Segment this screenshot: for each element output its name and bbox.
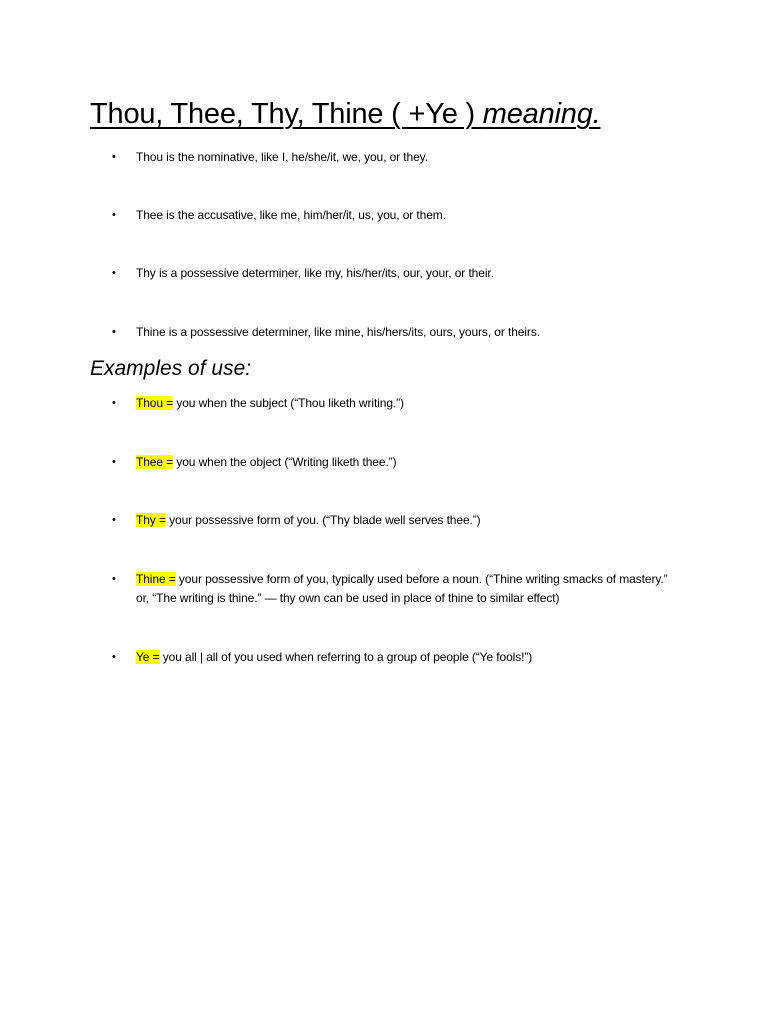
highlighted-term: Thine = <box>136 572 176 586</box>
title-main: Thou, Thee, Thy, Thine ( +Ye ) <box>90 98 483 130</box>
example-description: you when the subject (“Thou liketh writing.”) <box>173 396 404 410</box>
highlighted-term: Thee = <box>136 455 174 469</box>
bullet-icon: • <box>112 397 116 409</box>
definition-item-thou <box>112 148 672 167</box>
example-text <box>136 570 672 608</box>
example-item-thy <box>112 511 672 530</box>
example-text <box>136 511 672 530</box>
definition-item-thee <box>112 206 672 225</box>
highlighted-term: Thou = <box>136 396 174 410</box>
definition-text: Thy is a possessive determiner, like my, his/her/its, our, your, or their. <box>136 266 494 280</box>
title-italic: meaning. <box>482 98 601 130</box>
bullet-icon: • <box>112 456 116 468</box>
example-item-thou <box>112 394 672 413</box>
example-text <box>136 648 672 667</box>
example-description: your possessive form of you, typically used before a noun. (“Thine writing smacks of mastery.” or, “The writing is thine.” — thy own can be used in place of thine to similar effect) <box>136 572 668 605</box>
definition-text: Thee is the accusative, like me, him/her/it, us, you, or them. <box>136 208 446 222</box>
bullet-icon: • <box>112 326 116 338</box>
example-description: you when the object (“Writing liketh thee.”) <box>173 455 397 469</box>
bullet-icon: • <box>112 209 116 221</box>
definition-text: Thou is the nominative, like I, he/she/it, we, you, or they. <box>136 150 428 164</box>
definition-item-thy <box>112 264 672 283</box>
example-item-thee <box>112 453 672 472</box>
examples-heading: Examples of use: <box>90 357 252 380</box>
bullet-icon: • <box>112 151 116 163</box>
example-text <box>136 394 672 413</box>
highlighted-term: Thy = <box>136 513 166 527</box>
example-description: your possessive form of you. (“Thy blade well serves thee.”) <box>165 513 481 527</box>
definition-item-thine <box>112 323 672 342</box>
example-text <box>136 453 672 472</box>
bullet-icon: • <box>112 573 116 585</box>
bullet-icon: • <box>112 651 116 663</box>
example-description: you all | all of you used when referring to a group of people (“Ye fools!”) <box>159 650 533 664</box>
definition-text: Thine is a possessive determiner, like mine, his/hers/its, ours, yours, or theirs. <box>136 325 540 339</box>
bullet-icon: • <box>112 514 116 526</box>
bullet-icon: • <box>112 267 116 279</box>
page-title <box>90 94 601 134</box>
example-item-thine <box>112 570 672 608</box>
example-item-ye <box>112 648 672 667</box>
highlighted-term: Ye = <box>136 650 160 664</box>
